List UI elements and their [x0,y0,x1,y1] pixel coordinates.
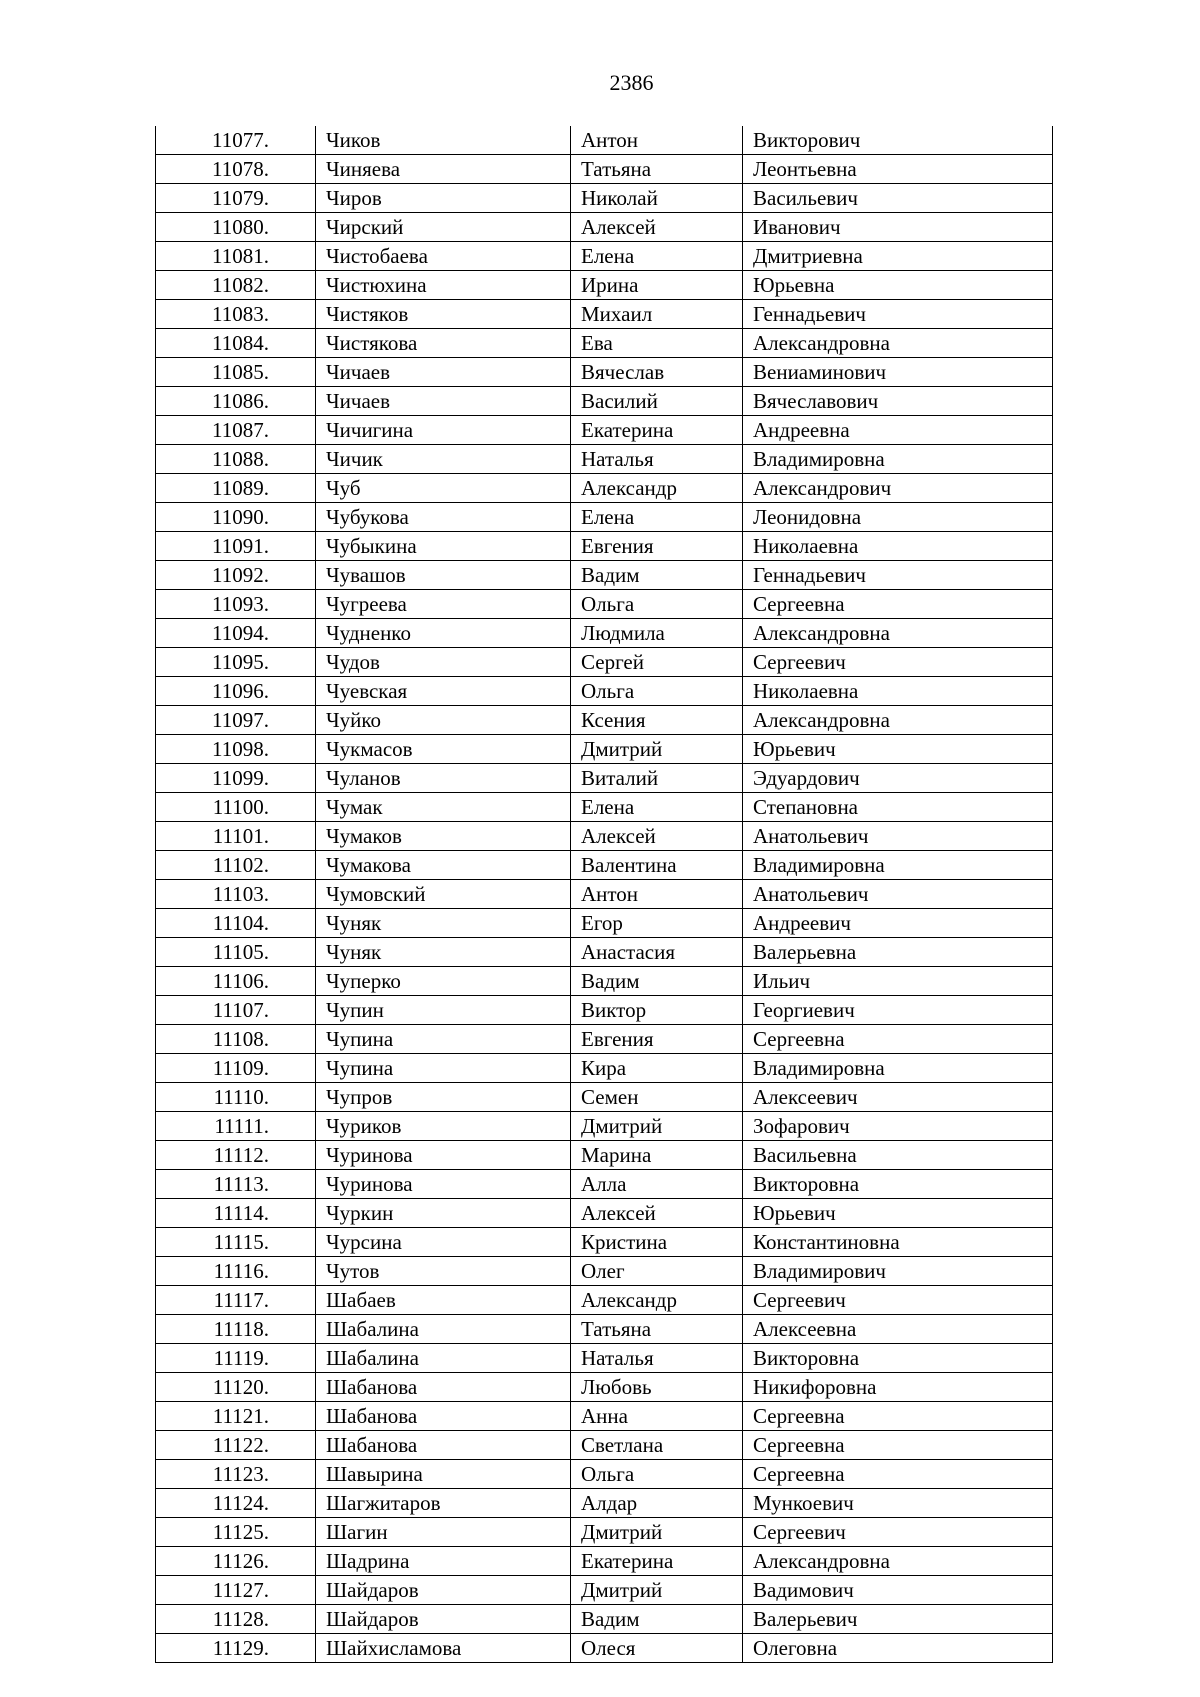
table-row [156,793,1053,822]
first-name-cell: Любовь [571,1373,743,1402]
patronymic-cell: Иванович [743,213,1053,242]
last-name-cell: Чупина [316,1025,571,1054]
first-name-cell: Светлана [571,1431,743,1460]
last-name-cell: Чумаков [316,822,571,851]
last-name-cell: Чуйко [316,706,571,735]
last-name-cell: Чуркин [316,1199,571,1228]
patronymic-cell: Анатольевич [743,880,1053,909]
last-name-cell: Чубукова [316,503,571,532]
table-row [156,358,1053,387]
row-number-cell: 11102. [156,851,316,880]
row-number-cell: 11123. [156,1460,316,1489]
table-row [156,909,1053,938]
row-number-cell: 11095. [156,648,316,677]
patronymic-cell: Николаевна [743,677,1053,706]
table-row [156,1315,1053,1344]
table-row [156,996,1053,1025]
last-name-cell: Шайдаров [316,1605,571,1634]
row-number-cell: 11085. [156,358,316,387]
row-number-cell: 11105. [156,938,316,967]
last-name-cell: Шабалина [316,1344,571,1373]
first-name-cell: Ольга [571,590,743,619]
table-row [156,503,1053,532]
patronymic-cell: Дмитриевна [743,242,1053,271]
table-row [156,938,1053,967]
last-name-cell: Шайхисламова [316,1634,571,1663]
first-name-cell: Евгения [571,532,743,561]
first-name-cell: Виталий [571,764,743,793]
first-name-cell: Кристина [571,1228,743,1257]
row-number-cell: 11108. [156,1025,316,1054]
last-name-cell: Шадрина [316,1547,571,1576]
row-number-cell: 11126. [156,1547,316,1576]
first-name-cell: Алдар [571,1489,743,1518]
row-number-cell: 11078. [156,155,316,184]
patronymic-cell: Вениаминович [743,358,1053,387]
last-name-cell: Чубыкина [316,532,571,561]
last-name-cell: Чумакова [316,851,571,880]
row-number-cell: 11110. [156,1083,316,1112]
last-name-cell: Чупин [316,996,571,1025]
first-name-cell: Михаил [571,300,743,329]
first-name-cell: Ксения [571,706,743,735]
row-number-cell: 11100. [156,793,316,822]
patronymic-cell: Вячеславович [743,387,1053,416]
first-name-cell: Дмитрий [571,735,743,764]
row-number-cell: 11080. [156,213,316,242]
row-number-cell: 11121. [156,1402,316,1431]
last-name-cell: Чуняк [316,938,571,967]
row-number-cell: 11099. [156,764,316,793]
patronymic-cell: Андреевич [743,909,1053,938]
patronymic-cell: Леонтьевна [743,155,1053,184]
table-row [156,619,1053,648]
table-row [156,1431,1053,1460]
row-number-cell: 11127. [156,1576,316,1605]
last-name-cell: Чуб [316,474,571,503]
patronymic-cell: Сергеевич [743,1286,1053,1315]
row-number-cell: 11084. [156,329,316,358]
table-row [156,735,1053,764]
first-name-cell: Валентина [571,851,743,880]
page-number: 2386 [609,70,654,95]
row-number-cell: 11124. [156,1489,316,1518]
last-name-cell: Чудов [316,648,571,677]
roster-body [156,126,1053,1663]
table-row [156,1286,1053,1315]
patronymic-cell: Викторовна [743,1170,1053,1199]
last-name-cell: Шабанова [316,1402,571,1431]
last-name-cell: Чумовский [316,880,571,909]
row-number-cell: 11098. [156,735,316,764]
table-row [156,1634,1053,1663]
patronymic-cell: Сергеевна [743,1460,1053,1489]
first-name-cell: Антон [571,126,743,155]
first-name-cell: Вадим [571,967,743,996]
last-name-cell: Шагин [316,1518,571,1547]
patronymic-cell: Александровна [743,329,1053,358]
patronymic-cell: Алексеевна [743,1315,1053,1344]
table-row [156,1373,1053,1402]
row-number-cell: 11091. [156,532,316,561]
patronymic-cell: Васильевна [743,1141,1053,1170]
row-number-cell: 11128. [156,1605,316,1634]
table-row [156,1170,1053,1199]
patronymic-cell: Валерьевич [743,1605,1053,1634]
patronymic-cell: Юрьевна [743,271,1053,300]
roster-table [155,126,1053,1663]
last-name-cell: Шагжитаров [316,1489,571,1518]
row-number-cell: 11086. [156,387,316,416]
last-name-cell: Чупина [316,1054,571,1083]
last-name-cell: Чиняева [316,155,571,184]
row-number-cell: 11094. [156,619,316,648]
last-name-cell: Шабанова [316,1431,571,1460]
patronymic-cell: Константиновна [743,1228,1053,1257]
last-name-cell: Чуланов [316,764,571,793]
patronymic-cell: Викторовна [743,1344,1053,1373]
first-name-cell: Дмитрий [571,1576,743,1605]
table-row [156,474,1053,503]
first-name-cell: Семен [571,1083,743,1112]
row-number-cell: 11092. [156,561,316,590]
last-name-cell: Чутов [316,1257,571,1286]
table-row [156,590,1053,619]
table-row [156,1083,1053,1112]
table-row [156,155,1053,184]
last-name-cell: Чичик [316,445,571,474]
last-name-cell: Чудненко [316,619,571,648]
table-row [156,1199,1053,1228]
row-number-cell: 11103. [156,880,316,909]
last-name-cell: Чирский [316,213,571,242]
first-name-cell: Евгения [571,1025,743,1054]
patronymic-cell: Эдуардович [743,764,1053,793]
table-row [156,561,1053,590]
first-name-cell: Алексей [571,213,743,242]
row-number-cell: 11117. [156,1286,316,1315]
table-row [156,329,1053,358]
row-number-cell: 11096. [156,677,316,706]
patronymic-cell: Степановна [743,793,1053,822]
first-name-cell: Кира [571,1054,743,1083]
patronymic-cell: Зофарович [743,1112,1053,1141]
table-row [156,1344,1053,1373]
first-name-cell: Егор [571,909,743,938]
row-number-cell: 11112. [156,1141,316,1170]
patronymic-cell: Владимировна [743,851,1053,880]
table-row [156,851,1053,880]
patronymic-cell: Сергеевна [743,1402,1053,1431]
last-name-cell: Чистяков [316,300,571,329]
first-name-cell: Елена [571,503,743,532]
patronymic-cell: Геннадьевич [743,300,1053,329]
row-number-cell: 11114. [156,1199,316,1228]
first-name-cell: Олеся [571,1634,743,1663]
first-name-cell: Екатерина [571,1547,743,1576]
first-name-cell: Вадим [571,561,743,590]
last-name-cell: Чувашов [316,561,571,590]
last-name-cell: Шабалина [316,1315,571,1344]
table-row [156,648,1053,677]
first-name-cell: Дмитрий [571,1112,743,1141]
row-number-cell: 11090. [156,503,316,532]
table-row [156,1054,1053,1083]
table-row [156,1402,1053,1431]
last-name-cell: Шайдаров [316,1576,571,1605]
first-name-cell: Николай [571,184,743,213]
row-number-cell: 11077. [156,126,316,155]
patronymic-cell: Владимировна [743,1054,1053,1083]
table-row [156,242,1053,271]
first-name-cell: Елена [571,242,743,271]
row-number-cell: 11101. [156,822,316,851]
first-name-cell: Наталья [571,1344,743,1373]
table-row [156,387,1053,416]
table-row [156,880,1053,909]
row-number-cell: 11079. [156,184,316,213]
first-name-cell: Вадим [571,1605,743,1634]
table-row [156,271,1053,300]
row-number-cell: 11093. [156,590,316,619]
patronymic-cell: Александровна [743,1547,1053,1576]
patronymic-cell: Мункоевич [743,1489,1053,1518]
row-number-cell: 11104. [156,909,316,938]
last-name-cell: Чугреева [316,590,571,619]
last-name-cell: Чуперко [316,967,571,996]
patronymic-cell: Александровна [743,706,1053,735]
last-name-cell: Чурсина [316,1228,571,1257]
table-row [156,126,1053,155]
table-row [156,1489,1053,1518]
table-row [156,445,1053,474]
last-name-cell: Чуринова [316,1141,571,1170]
first-name-cell: Виктор [571,996,743,1025]
patronymic-cell: Вадимович [743,1576,1053,1605]
last-name-cell: Чумак [316,793,571,822]
table-row [156,1605,1053,1634]
last-name-cell: Чуевская [316,677,571,706]
patronymic-cell: Викторович [743,126,1053,155]
table-row [156,416,1053,445]
first-name-cell: Екатерина [571,416,743,445]
patronymic-cell: Анатольевич [743,822,1053,851]
last-name-cell: Чистобаева [316,242,571,271]
table-row [156,967,1053,996]
first-name-cell: Наталья [571,445,743,474]
row-number-cell: 11125. [156,1518,316,1547]
table-row [156,1112,1053,1141]
patronymic-cell: Александрович [743,474,1053,503]
patronymic-cell: Сергеевич [743,1518,1053,1547]
patronymic-cell: Георгиевич [743,996,1053,1025]
table-row [156,706,1053,735]
row-number-cell: 11097. [156,706,316,735]
row-number-cell: 11119. [156,1344,316,1373]
row-number-cell: 11118. [156,1315,316,1344]
first-name-cell: Анастасия [571,938,743,967]
table-row [156,822,1053,851]
last-name-cell: Чиков [316,126,571,155]
row-number-cell: 11111. [156,1112,316,1141]
first-name-cell: Ирина [571,271,743,300]
first-name-cell: Ольга [571,677,743,706]
first-name-cell: Татьяна [571,155,743,184]
table-row [156,532,1053,561]
table-row [156,1228,1053,1257]
last-name-cell: Чуриков [316,1112,571,1141]
last-name-cell: Шавырина [316,1460,571,1489]
patronymic-cell: Геннадьевич [743,561,1053,590]
row-number-cell: 11120. [156,1373,316,1402]
table-row [156,213,1053,242]
patronymic-cell: Андреевна [743,416,1053,445]
table-row [156,184,1053,213]
table-row [156,677,1053,706]
row-number-cell: 11088. [156,445,316,474]
first-name-cell: Дмитрий [571,1518,743,1547]
first-name-cell: Антон [571,880,743,909]
row-number-cell: 11116. [156,1257,316,1286]
first-name-cell: Сергей [571,648,743,677]
first-name-cell: Людмила [571,619,743,648]
patronymic-cell: Юрьевич [743,1199,1053,1228]
row-number-cell: 11122. [156,1431,316,1460]
patronymic-cell: Александровна [743,619,1053,648]
row-number-cell: 11129. [156,1634,316,1663]
first-name-cell: Василий [571,387,743,416]
patronymic-cell: Владимировна [743,445,1053,474]
table-row [156,1576,1053,1605]
patronymic-cell: Олеговна [743,1634,1053,1663]
last-name-cell: Чуринова [316,1170,571,1199]
patronymic-cell: Сергеевна [743,1431,1053,1460]
row-number-cell: 11115. [156,1228,316,1257]
last-name-cell: Чистюхина [316,271,571,300]
first-name-cell: Олег [571,1257,743,1286]
row-number-cell: 11087. [156,416,316,445]
first-name-cell: Алексей [571,822,743,851]
first-name-cell: Елена [571,793,743,822]
patronymic-cell: Сергеевич [743,648,1053,677]
patronymic-cell: Владимирович [743,1257,1053,1286]
patronymic-cell: Алексеевич [743,1083,1053,1112]
row-number-cell: 11106. [156,967,316,996]
first-name-cell: Александр [571,1286,743,1315]
patronymic-cell: Сергеевна [743,590,1053,619]
last-name-cell: Чистякова [316,329,571,358]
last-name-cell: Чичаев [316,358,571,387]
first-name-cell: Ольга [571,1460,743,1489]
last-name-cell: Чуняк [316,909,571,938]
table-row [156,300,1053,329]
last-name-cell: Шабаев [316,1286,571,1315]
last-name-cell: Чиров [316,184,571,213]
patronymic-cell: Николаевна [743,532,1053,561]
first-name-cell: Вячеслав [571,358,743,387]
row-number-cell: 11082. [156,271,316,300]
patronymic-cell: Ильич [743,967,1053,996]
patronymic-cell: Сергеевна [743,1025,1053,1054]
row-number-cell: 11107. [156,996,316,1025]
first-name-cell: Александр [571,474,743,503]
first-name-cell: Алексей [571,1199,743,1228]
table-row [156,1025,1053,1054]
patronymic-cell: Юрьевич [743,735,1053,764]
row-number-cell: 11089. [156,474,316,503]
last-name-cell: Чичаев [316,387,571,416]
patronymic-cell: Леонидовна [743,503,1053,532]
table-row [156,1518,1053,1547]
row-number-cell: 11081. [156,242,316,271]
row-number-cell: 11083. [156,300,316,329]
table-row [156,1141,1053,1170]
last-name-cell: Чукмасов [316,735,571,764]
first-name-cell: Марина [571,1141,743,1170]
patronymic-cell: Никифоровна [743,1373,1053,1402]
table-row [156,1257,1053,1286]
last-name-cell: Чичигина [316,416,571,445]
first-name-cell: Татьяна [571,1315,743,1344]
table-row [156,1460,1053,1489]
first-name-cell: Ева [571,329,743,358]
patronymic-cell: Валерьевна [743,938,1053,967]
table-row [156,1547,1053,1576]
last-name-cell: Чупров [316,1083,571,1112]
last-name-cell: Шабанова [316,1373,571,1402]
row-number-cell: 11113. [156,1170,316,1199]
first-name-cell: Алла [571,1170,743,1199]
first-name-cell: Анна [571,1402,743,1431]
patronymic-cell: Васильевич [743,184,1053,213]
row-number-cell: 11109. [156,1054,316,1083]
table-row [156,764,1053,793]
